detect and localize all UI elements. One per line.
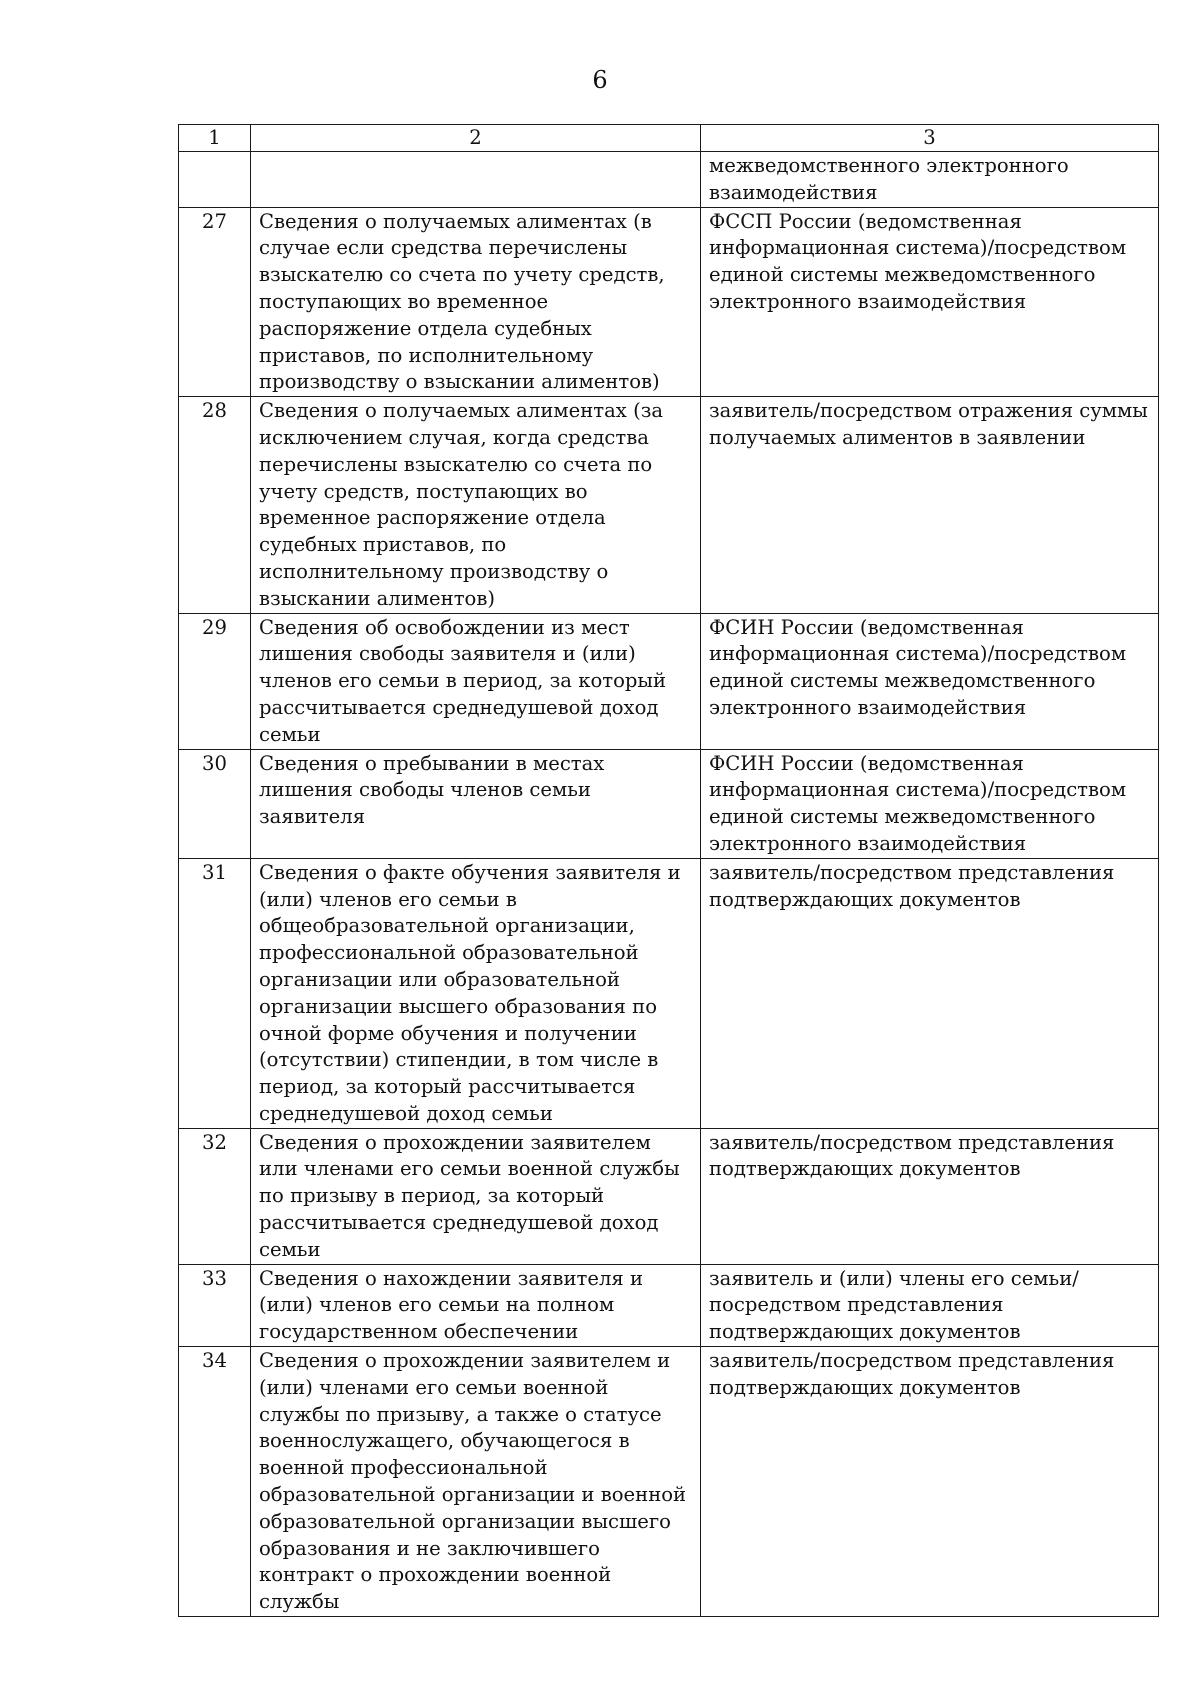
row-number: 28: [179, 397, 251, 613]
row-number: 33: [179, 1264, 251, 1346]
table-row: [179, 1347, 1159, 1617]
info-cell: Сведения о прохождении заявителем и (или) членами его семьи военной службы по призыву, а также о статусе военнослужащего, обучающегося в военной профессиональной образовательной организации и военной образовательной организации высшего образования и не заключившего контракт о прохождении военной службы: [251, 1347, 701, 1617]
info-cell: Сведения о нахождении заявителя и (или) членов его семьи на полном государственном обеспечении: [251, 1264, 701, 1346]
info-cell: [251, 152, 701, 208]
row-number: 27: [179, 207, 251, 397]
table-row: [179, 858, 1159, 1128]
table-row: [179, 152, 1159, 208]
source-cell: заявитель/посредством представления подтверждающих документов: [701, 1347, 1159, 1617]
info-cell: Сведения о получаемых алиментах (в случае если средства перечислены взыскателю со счета по учету средств, поступающих во временное распоряжение отдела судебных приставов, по исполнительному производству о взыскании алиментов): [251, 207, 701, 397]
column-header-3: 3: [701, 125, 1159, 152]
source-cell: ФСИН России (ведомственная информационная система)/посредством единой системы межведомственного электронного взаимодействия: [701, 749, 1159, 858]
info-cell: Сведения о прохождении заявителем или членами его семьи военной службы по призыву в период, за который рассчитывается среднедушевой доход семьи: [251, 1128, 701, 1264]
source-cell: межведомственного электронного взаимодействия: [701, 152, 1159, 208]
table-row: [179, 207, 1159, 397]
row-number: 29: [179, 613, 251, 749]
table-row: [179, 1264, 1159, 1346]
row-number: 31: [179, 858, 251, 1128]
info-cell: Сведения о пребывании в местах лишения свободы членов семьи заявителя: [251, 749, 701, 858]
source-cell: заявитель/посредством представления подтверждающих документов: [701, 1128, 1159, 1264]
info-cell: Сведения об освобождении из мест лишения свободы заявителя и (или) членов его семьи в период, за который рассчитывается среднедушевой доход семьи: [251, 613, 701, 749]
column-header-2: 2: [251, 125, 701, 152]
source-cell: заявитель/посредством представления подтверждающих документов: [701, 858, 1159, 1128]
table-row: [179, 397, 1159, 613]
column-header-1: 1: [179, 125, 251, 152]
info-cell: Сведения о факте обучения заявителя и (или) членов его семьи в общеобразовательной организации, профессиональной образовательной организации или образовательной организации высшего образования по очной форме обучения и получении (отсутствии) стипендии, в том числе в период, за который рассчитывается среднедушевой доход семьи: [251, 858, 701, 1128]
page-number: 6: [592, 66, 608, 94]
row-number: [179, 152, 251, 208]
row-number: 32: [179, 1128, 251, 1264]
row-number: 30: [179, 749, 251, 858]
source-cell: ФССП России (ведомственная информационная система)/посредством единой системы межведомственного электронного взаимодействия: [701, 207, 1159, 397]
source-cell: заявитель и (или) члены его семьи/посредством представления подтверждающих документов: [701, 1264, 1159, 1346]
table-row: [179, 613, 1159, 749]
info-cell: Сведения о получаемых алиментах (за исключением случая, когда средства перечислены взыскателю со счета по учету средств, поступающих во временное распоряжение отдела судебных приставов, по исполнительному производству о взыскании алиментов): [251, 397, 701, 613]
table-header-row: [179, 125, 1159, 152]
table-row: [179, 749, 1159, 858]
document-table: [178, 124, 1159, 1617]
table-row: [179, 1128, 1159, 1264]
source-cell: ФСИН России (ведомственная информационная система)/посредством единой системы межведомственного электронного взаимодействия: [701, 613, 1159, 749]
row-number: 34: [179, 1347, 251, 1617]
source-cell: заявитель/посредством отражения суммы получаемых алиментов в заявлении: [701, 397, 1159, 613]
